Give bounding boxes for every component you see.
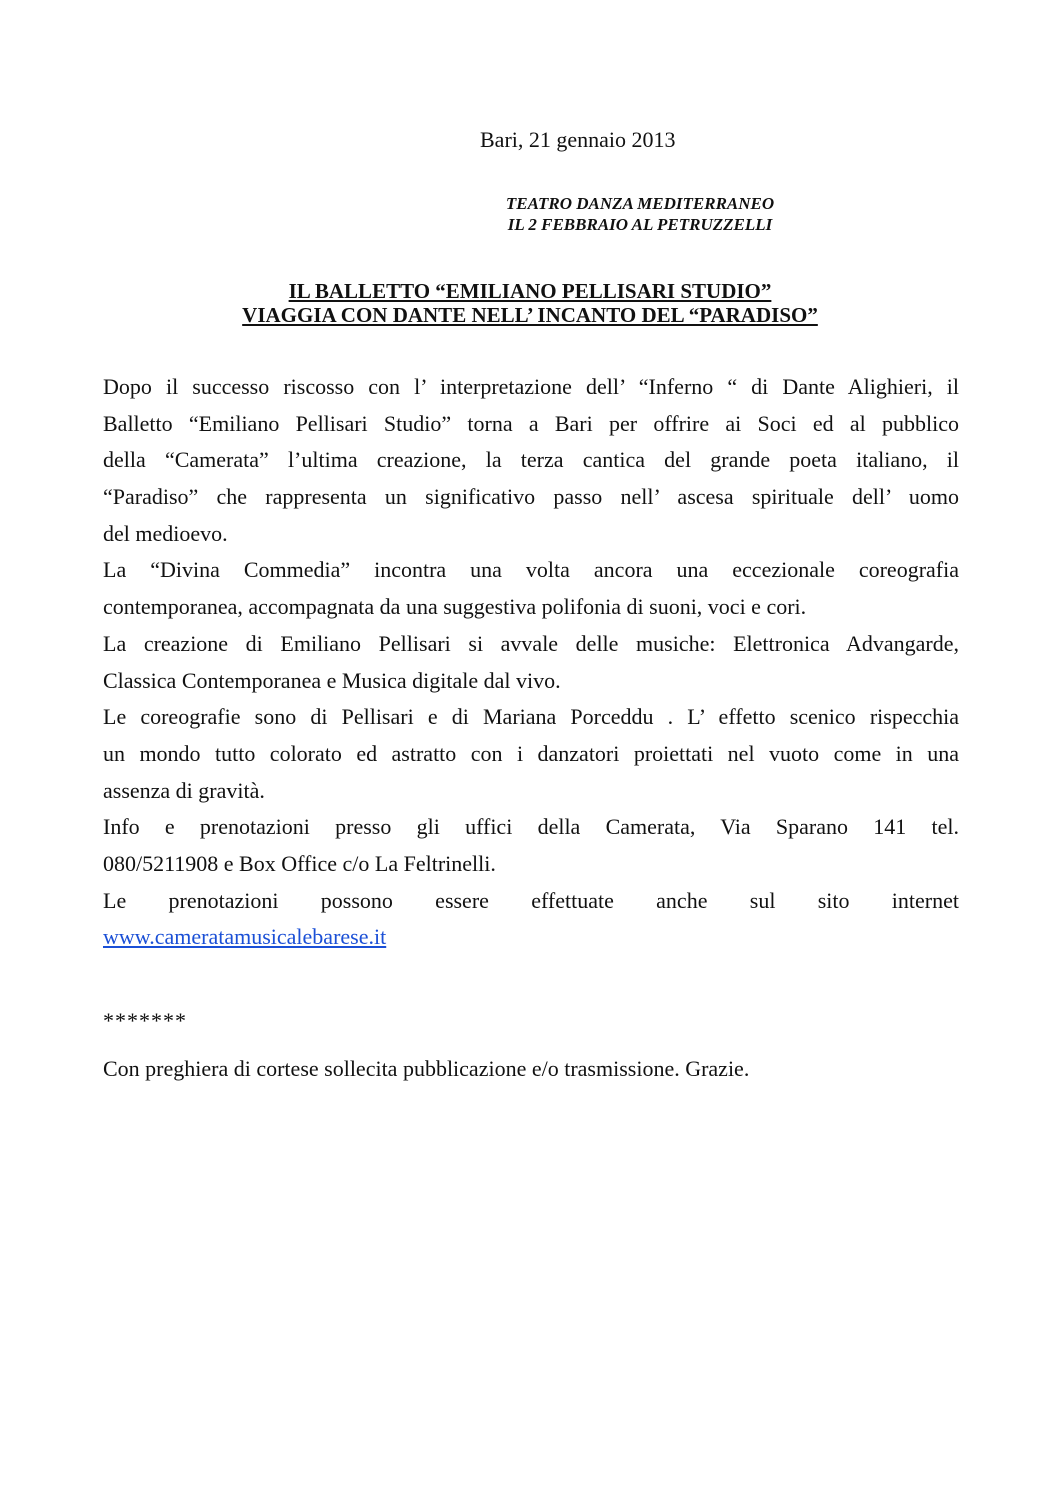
body-line: “Paradiso” che rappresenta un significativo passo nell’ ascesa spirituale dell’ uomo xyxy=(103,484,959,510)
body-line: Le coreografie sono di Pellisari e di Mariana Porceddu . L’ effetto scenico rispecchia xyxy=(103,704,959,730)
headline-line-1: IL BALLETTO “EMILIANO PELLISARI STUDIO” xyxy=(288,279,772,303)
separator-stars: ******* xyxy=(103,1008,187,1033)
closing-note: Con preghiera di cortese sollecita pubblicazione e/o trasmissione. Grazie. xyxy=(103,1056,750,1081)
subheading-line-2: IL 2 FEBBRAIO AL PETRUZZELLI xyxy=(507,215,773,234)
event-subheading xyxy=(440,193,840,235)
body-line: del medioevo. xyxy=(103,520,228,546)
body-line: La creazione di Emiliano Pellisari si avvale delle musiche: Elettronica Advangarde, xyxy=(103,630,959,656)
body-line: Dopo il successo riscosso con l’ interpretazione dell’ “Inferno “ di Dante Alighieri, il xyxy=(103,374,959,399)
date-line: Bari, 21 gennaio 2013 xyxy=(480,127,676,152)
body-line: contemporanea, accompagnata da una suggestiva polifonia di suoni, voci e cori. xyxy=(103,594,807,620)
body-line: Info e prenotazioni presso gli uffici della Camerata, Via Sparano 141 tel. xyxy=(103,814,959,840)
body-line: della “Camerata” l’ultima creazione, la terza cantica del grande poeta italiano, il xyxy=(103,447,959,473)
body-line: un mondo tutto colorato ed astratto con i danzatori proiettati nel vuoto come in una xyxy=(103,740,959,766)
body-line: 080/5211908 e Box Office c/o La Feltrinelli. xyxy=(103,850,496,876)
body-line: Classica Contemporanea e Musica digitale dal vivo. xyxy=(103,667,561,693)
press-release-headline xyxy=(100,279,960,327)
body-line: Le prenotazioni possono essere effettuate anche sul sito internet xyxy=(103,887,959,913)
body-text xyxy=(103,369,959,956)
subheading-line-1: TEATRO DANZA MEDITERRANEO xyxy=(505,194,775,213)
body-line: Balletto “Emiliano Pellisari Studio” torna a Bari per offrire ai Soci ed al pubblico xyxy=(103,410,959,436)
headline-line-2: VIAGGIA CON DANTE NELL’ INCANTO DEL “PARADISO” xyxy=(242,303,818,327)
body-line: La “Divina Commedia” incontra una volta ancora una eccezionale coreografia xyxy=(103,557,959,583)
website-link[interactable]: www.cameratamusicalebarese.it xyxy=(103,924,387,950)
website-link-line xyxy=(103,919,959,956)
body-line: assenza di gravità. xyxy=(103,777,265,803)
